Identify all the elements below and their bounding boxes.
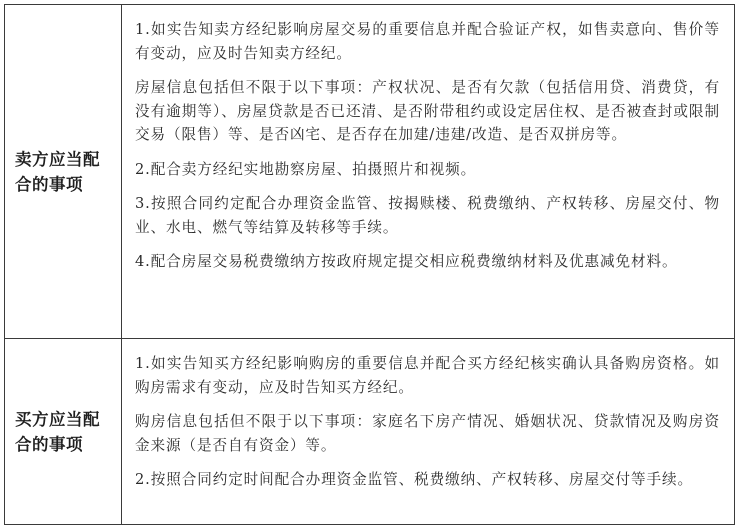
list-item: 2.配合卖方经纪实地勘察房屋、拍摄照片和视频。 (135, 160, 477, 178)
row-label-buyer: 买方应当配合的事项 (5, 339, 122, 525)
row-content-buyer (122, 339, 735, 525)
table-row-seller (5, 5, 735, 339)
row-content-seller (122, 5, 735, 339)
list-item: 1.如实告知卖方经纪影响房屋交易的重要信息并配合验证产权，如售卖意向、售价等有变动，应及时告知卖方经纪。 (135, 21, 720, 62)
table-row-buyer (5, 339, 735, 525)
list-item: 4.配合房屋交易税费缴纳方按政府规定提交相应税费缴纳材料及优惠减免材料。 (135, 253, 678, 270)
list-item: 房屋信息包括但不限于以下事项：产权状况、是否有欠款（包括信用贷、消费贷，有没有逾期等）、房屋贷款是否已还清、是否附带租约或设定居住权、是否被查封或限制交易（限售）等、是否凶宅、是否存在加建/违建/改造、是否双拼房等。 (135, 79, 720, 143)
obligations-table (4, 4, 735, 525)
list-item: 购房信息包括但不限于以下事项：家庭名下房产情况、婚姻状况、贷款情况及购房资金来源（是否自有资金）等。 (135, 413, 720, 454)
list-item: 1.如实告知买方经纪影响购房的重要信息并配合买方经纪核实确认具备购房资格。如购房需求有变动，应及时告知买方经纪。 (135, 355, 720, 396)
row-label-seller: 卖方应当配合的事项 (5, 5, 122, 339)
list-item: 3.按照合同约定配合办理资金监管、按揭赎楼、税费缴纳、产权转移、房屋交付、物业、水电、燃气等结算及转移等手续。 (135, 195, 720, 236)
list-item: 2.按照合同约定时间配合办理资金监管、税费缴纳、产权转移、房屋交付等手续。 (135, 471, 694, 488)
